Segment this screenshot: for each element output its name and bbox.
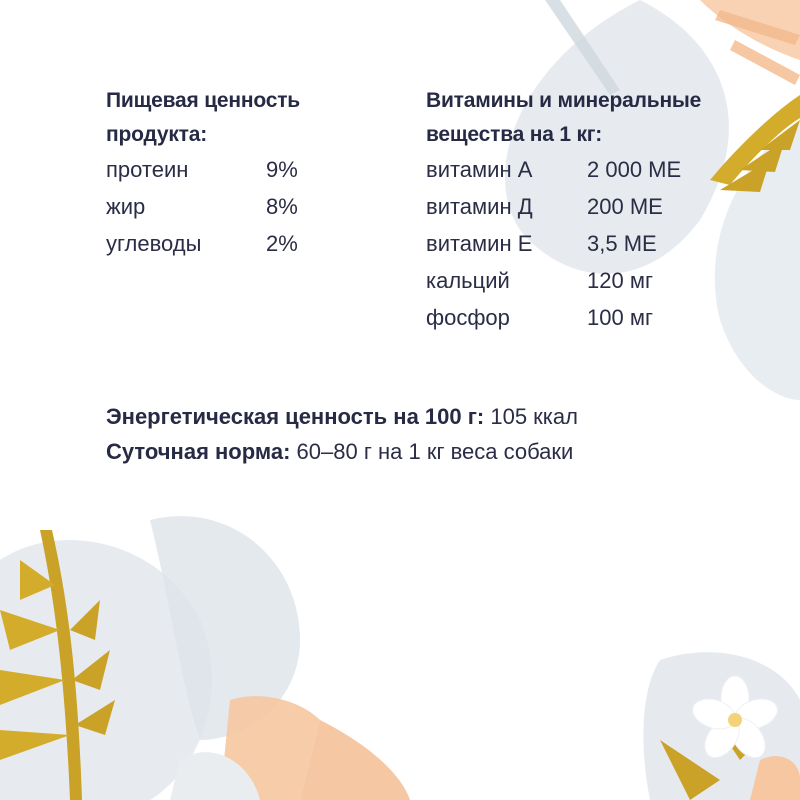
vitamin-value: 200 МЕ xyxy=(587,194,663,219)
vitamins-list xyxy=(426,156,746,341)
vitamin-name: витамин Д xyxy=(426,194,533,219)
vitamin-name: витамин А xyxy=(426,157,533,182)
vitamin-name: фосфор xyxy=(426,305,510,330)
nutrient-value: 2% xyxy=(266,231,298,256)
nutrition-list xyxy=(106,156,366,267)
vitamin-value: 2 000 МЕ xyxy=(587,157,682,182)
energy-label: Энергетическая ценность на 100 г: xyxy=(106,404,485,429)
vitamin-value: 3,5 МЕ xyxy=(587,231,657,256)
daily-norm-line xyxy=(106,437,573,467)
nutrient-name: жир xyxy=(106,194,146,219)
vitamins-heading-line2: вещества на 1 кг: xyxy=(426,123,603,146)
energy-value-line xyxy=(106,402,578,432)
nutrient-value: 8% xyxy=(266,194,298,219)
vitamins-heading xyxy=(426,84,746,152)
vitamin-row xyxy=(426,230,746,267)
nutrient-name: протеин xyxy=(106,157,189,182)
nutrition-heading xyxy=(106,84,406,152)
nutrient-name: углеводы xyxy=(106,231,202,256)
nutrition-heading-line2: продукта: xyxy=(106,123,207,146)
vitamin-row xyxy=(426,304,746,341)
nutrition-heading-line1: Пищевая ценность xyxy=(106,89,300,112)
nutrition-row xyxy=(106,193,366,230)
daily-norm-value: 60–80 г на 1 кг веса собаки xyxy=(290,439,574,464)
vitamin-name: витамин Е xyxy=(426,231,533,256)
vitamin-row xyxy=(426,267,746,304)
nutrition-row xyxy=(106,230,366,267)
daily-norm-label: Суточная норма: xyxy=(106,439,291,464)
vitamin-value: 100 мг xyxy=(587,305,653,330)
nutrient-value: 9% xyxy=(266,157,298,182)
energy-value: 105 ккал xyxy=(484,404,578,429)
vitamin-name: кальций xyxy=(426,268,510,293)
vitamin-value: 120 мг xyxy=(587,268,653,293)
nutrition-row xyxy=(106,156,366,193)
vitamins-heading-line1: Витамины и минеральные xyxy=(426,89,702,112)
vitamin-row xyxy=(426,193,746,230)
vitamin-row xyxy=(426,156,746,193)
